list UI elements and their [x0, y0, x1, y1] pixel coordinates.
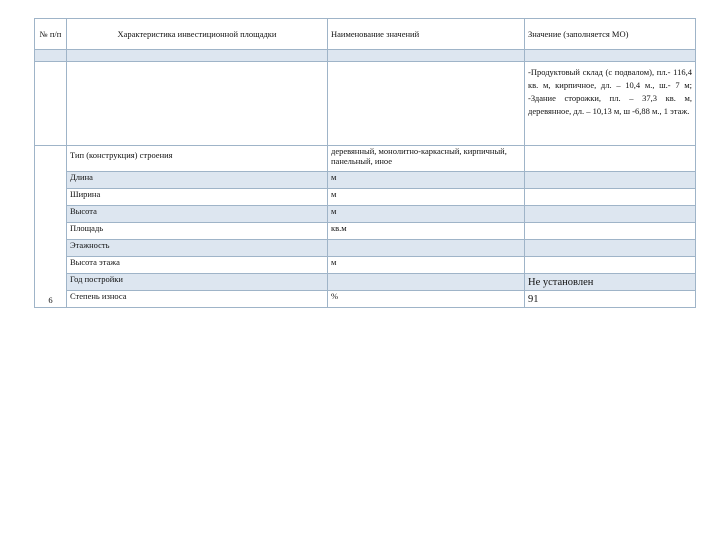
row-label: Тип (конструкция) строения	[67, 146, 328, 172]
table-row	[35, 223, 696, 240]
row-unit: кв.м	[328, 223, 525, 240]
row-value: 91	[525, 291, 696, 308]
row-unit: м	[328, 172, 525, 189]
header-num: № п/п	[35, 19, 67, 50]
header-value: Значение (заполняется МО)	[525, 19, 696, 50]
row-label: Ширина	[67, 189, 328, 206]
header-name: Наименование значений	[328, 19, 525, 50]
row-value: Не установлен	[525, 274, 696, 291]
table-row	[35, 189, 696, 206]
row-value	[525, 146, 696, 172]
row-value	[525, 172, 696, 189]
table-row	[35, 206, 696, 223]
spacer-row	[35, 50, 696, 62]
table-row	[35, 274, 696, 291]
header-characteristic: Характеристика инвестиционной площадки	[67, 19, 328, 50]
row-label: Высота этажа	[67, 257, 328, 274]
description-value: -Продуктовый склад (с подвалом), пл.- 116,4 кв. м, кирпичное, дл. – 10,4 м., ш.- 7 м; -Здание сторожки, пл. – 37,3 кв. м, деревянное, дл. – 10,13 м, ш -6,88 м., 1 этаж.	[525, 62, 696, 146]
row-number: 6	[35, 146, 67, 308]
row-value	[525, 240, 696, 257]
row-unit: м	[328, 189, 525, 206]
row-label: Степень износа	[67, 291, 328, 308]
table-row	[35, 257, 696, 274]
row-label: Год постройки	[67, 274, 328, 291]
row-label: Площадь	[67, 223, 328, 240]
row-unit: м	[328, 206, 525, 223]
row-unit: деревянный, монолитно-каркасный, кирпичный, панельный, иное	[328, 146, 525, 172]
description-row	[35, 62, 696, 146]
table-row	[35, 172, 696, 189]
table-row	[35, 146, 696, 172]
row-value	[525, 223, 696, 240]
row-value	[525, 189, 696, 206]
table-row	[35, 240, 696, 257]
row-value	[525, 206, 696, 223]
row-label: Высота	[67, 206, 328, 223]
row-unit: %	[328, 291, 525, 308]
header-row	[35, 19, 696, 50]
row-label: Длина	[67, 172, 328, 189]
investment-site-table	[34, 18, 696, 308]
table-row	[35, 291, 696, 308]
row-label: Этажность	[67, 240, 328, 257]
row-unit: м	[328, 257, 525, 274]
row-unit	[328, 274, 525, 291]
row-unit	[328, 240, 525, 257]
row-value	[525, 257, 696, 274]
